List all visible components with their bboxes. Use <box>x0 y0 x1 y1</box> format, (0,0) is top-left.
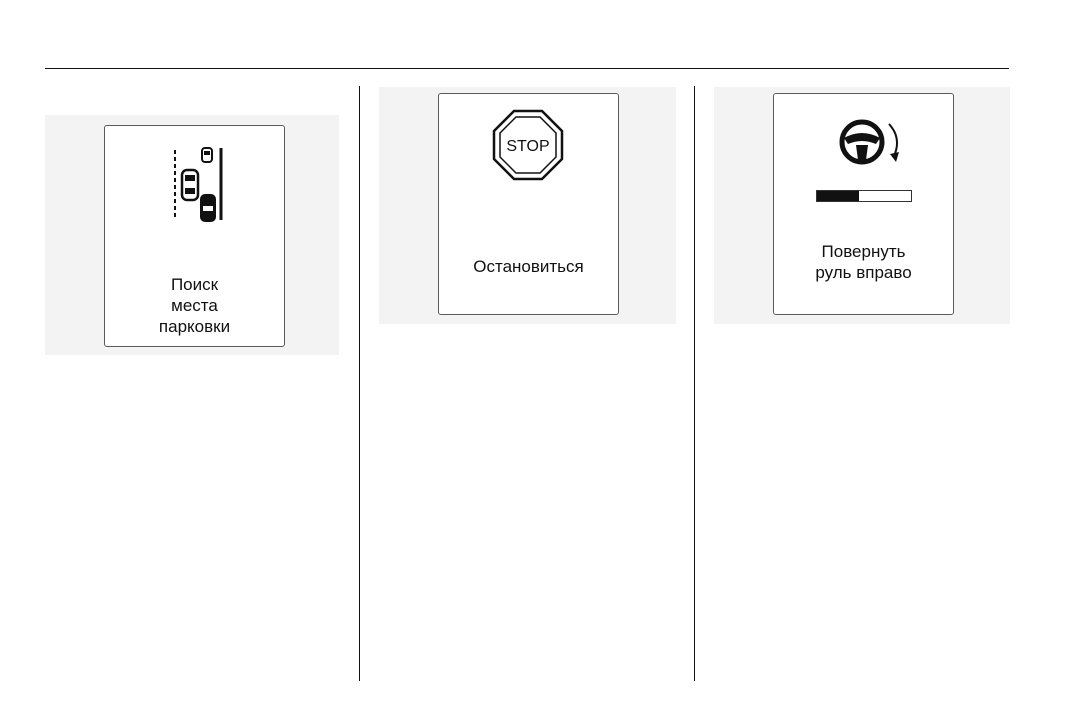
stop-sign-text: STOP <box>506 138 550 155</box>
display-stop <box>438 93 619 315</box>
caption-stop: Остановиться <box>473 257 584 276</box>
column-divider-2 <box>694 86 695 681</box>
caption-parking-search: Поиск места парковки <box>158 275 231 336</box>
steering-wheel-right-icon <box>836 118 908 166</box>
parking-search-icon <box>165 146 229 224</box>
stop-sign-icon <box>492 109 564 181</box>
caption-steer-right: Повернуть руль вправо <box>815 242 912 282</box>
column-divider-1 <box>359 86 360 681</box>
display-steer-right <box>773 93 954 315</box>
display-parking-search <box>104 125 285 347</box>
steering-progress-fill <box>817 191 859 201</box>
top-rule <box>45 68 1009 69</box>
steering-progress-bar <box>816 190 912 202</box>
